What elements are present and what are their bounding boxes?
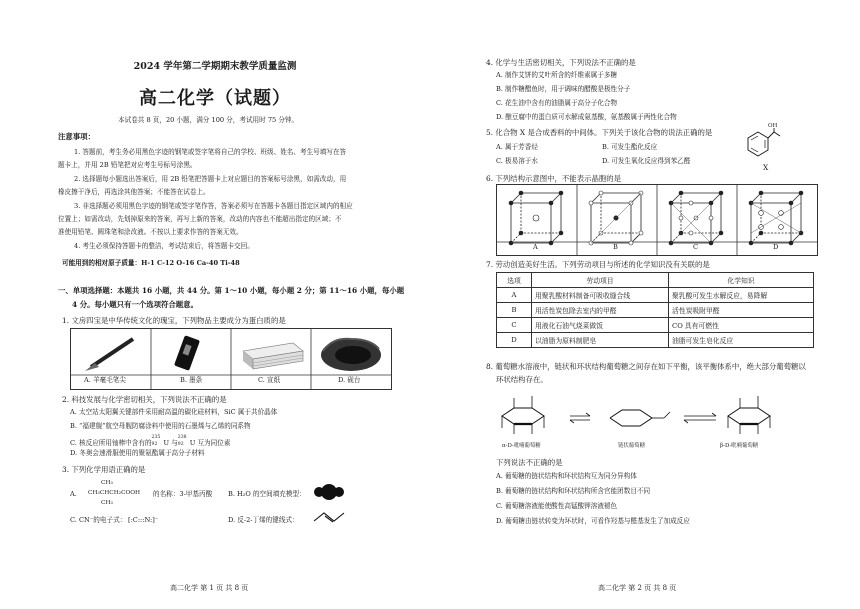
atom: [559, 191, 563, 195]
page1-footer: 高二化学 第 1 页 共 8 页: [170, 584, 249, 592]
crystal-cells: [497, 185, 817, 255]
table-cell: A: [497, 288, 532, 303]
atom: [719, 231, 723, 235]
arrow-head: [684, 420, 688, 423]
atom: [509, 241, 513, 245]
q3-option-a-label: A.: [70, 490, 77, 498]
atom: [639, 231, 643, 235]
exam-info: 本试卷共 8 页，20 小题，满分 100 分，考试用时 75 分钟。: [118, 116, 299, 124]
note-line: 3. 非选择题必须用黑色字迹的钢笔或签字笔作答，答案必须写在答题卡各题目指定区域内的相应: [74, 202, 353, 210]
table-cell: B: [497, 303, 532, 318]
beta-glucose-label: β-D-吡喃葡萄糖: [720, 443, 759, 449]
paper-stack-icon: [243, 343, 303, 369]
atom: [509, 201, 513, 205]
table-cell: 油脂可发生皂化反应: [669, 333, 814, 348]
atom: [789, 201, 793, 205]
table-row: [497, 288, 814, 303]
u235-isotope: [152, 436, 164, 445]
arrow-head: [570, 420, 574, 423]
q4-option-d: D. 酿豆腐中的蛋白质可水解成氨基酸，氨基酸属于两性化合物: [496, 113, 677, 121]
arrow-head: [712, 413, 716, 416]
table-cell: 用活性炭包除去室内的甲醛: [532, 303, 669, 318]
q6-label-d: D: [773, 243, 779, 251]
q6-label-b: B: [613, 243, 618, 251]
q6-label-a: A: [533, 243, 538, 251]
inkstone-icon: [321, 339, 381, 371]
q2-option-d: D. 冬奥会速滑服使用的聚氨酯属于高分子材料: [70, 449, 205, 457]
q4-option-a: A. 制作艾饼的艾叶所含的纤维素属于多糖: [496, 71, 618, 79]
table-cell: 以油脂为原料制肥皂: [532, 333, 669, 348]
q2-option-c-text: U 互为同位素: [189, 439, 231, 447]
table-cell: CO 具有可燃性: [669, 318, 814, 333]
q8-option-c: C. 葡萄糖溶液能使酸性高锰酸钾溶液褪色: [496, 502, 618, 510]
note-line: 位置上；如需改动，先划掉原来的答案，再写上新的答案，改动的内容也不能超出指定的区域；不: [58, 215, 342, 223]
q2-option-c: [70, 436, 230, 448]
atom: [759, 191, 763, 195]
q3-option-b: B. H₂O 的空间填充模型：: [228, 490, 306, 498]
notes-title: 注意事项：: [58, 132, 95, 141]
atom: [719, 191, 723, 195]
q3-formula-bottom: CH₃: [101, 500, 113, 506]
table-header-cell: 劳动项目: [532, 273, 669, 288]
q5-stem: 5. 化合物 X 是合成香料的中间体。下列关于该化合物的说法正确的是: [486, 128, 713, 137]
table-cell: D: [497, 333, 532, 348]
table-cell: 聚乳酸可发生水解反应，易降解: [669, 288, 814, 303]
q5-option-c: C. 极易溶于水: [496, 157, 538, 165]
table-cell: 用聚乳酸材料制备可吸收缝合线: [532, 288, 669, 303]
q4-option-b: B. 制作糖醋鱼时，用于调味的醋酸是极性分子: [496, 85, 631, 93]
atom: [559, 231, 563, 235]
atom: [589, 201, 593, 205]
compound-x-label: X: [763, 163, 769, 172]
q2-stem: 2. 科技发展与化学密切相关，下列说法不正确的是: [62, 395, 227, 404]
face-atom: [689, 201, 693, 205]
q2-option-b: B. “福建舰”航空母舰防腐涂料中使用的石墨烯与乙烯的同系物: [70, 422, 251, 430]
face-atom: [689, 231, 693, 235]
alpha-glucose-label: α-D-吡喃葡萄糖: [502, 443, 541, 449]
q3-option-c-formula: [:C:::N:]⁻: [128, 516, 159, 524]
q8-stem-cont: 环状结构存在。: [496, 375, 548, 384]
ink-stick-icon: [174, 335, 200, 371]
atom: [759, 231, 763, 235]
hydroxyl-label: OH: [768, 123, 778, 129]
q1-option-c: C. 宣纸: [258, 376, 281, 384]
atomic-number: 92: [151, 442, 158, 447]
aldehyde-bond: [664, 412, 670, 418]
q7-stem: 7. 劳动创造美好生活。下列劳动项目与所述的化学知识没有关联的是: [486, 260, 710, 269]
atom: [519, 231, 523, 235]
table-row: [497, 318, 814, 333]
q8-option-a: A. 葡萄糖的链状结构和环状结构互为同分异构体: [496, 472, 637, 480]
face-atom: [679, 216, 683, 220]
inner-atom: [759, 211, 764, 216]
glucose-equilibrium-diagram: [492, 386, 812, 450]
exam-page-2: [430, 0, 860, 609]
q1-option-b: B. 墨条: [180, 376, 203, 384]
brush-icon: [85, 339, 133, 371]
atom: [799, 191, 803, 195]
table-row: [497, 333, 814, 348]
section-heading-cont: 4 分。每小题只有一个选项符合题意。: [72, 300, 198, 309]
q2-option-c-text: U 与: [163, 439, 178, 447]
q1-option-a: A. 羊毫毛笔尖: [84, 376, 126, 384]
note-line: 1. 答题前，考生务必用黑色字迹的钢笔或签字笔将自己的学校、班级、姓名、考生号填写在答: [74, 148, 347, 156]
q5-option-a: A. 属于芳香烃: [496, 143, 538, 151]
atom: [749, 241, 753, 245]
atom: [549, 241, 553, 245]
q3-option-d: D. 反-2-丁烯的键线式：: [228, 516, 299, 524]
mass-number: 235: [151, 435, 161, 440]
table-row: [497, 303, 814, 318]
q3-formula-main: CH₃CHCH₂COOH: [88, 490, 141, 496]
note-line: 题卡上，并用 2B 铅笔把对应考生号标号涂黑。: [58, 161, 197, 169]
atom: [629, 241, 633, 245]
inner-atom: [779, 211, 784, 216]
note-line: 2. 选择题每小题选出答案后，用 2B 铅笔把答题卡上对应题目的答案标号涂黑，如需改动，用: [74, 175, 347, 183]
table-header-row: [497, 273, 814, 288]
exam-title: 2024 学年第二学期期末教学质量监测: [133, 61, 297, 72]
inner-atom: [779, 225, 784, 230]
note-line: 橡皮擦干净后，再选涂其他答案；不能答在试卷上。: [58, 188, 210, 196]
q8-stem: 8. 葡萄糖水溶液中，链状和环状结构葡萄糖之间存在如下平衡，该平衡体系中，绝大部分葡萄糖以: [486, 362, 806, 371]
q6-label-c: C: [693, 243, 699, 251]
q1-stem: 1. 文房四宝是中华传统文化的瑰宝，下列物品主要成分为蛋白质的是: [62, 316, 286, 325]
atom: [519, 191, 523, 195]
diagonal: [591, 193, 641, 243]
pyranose-ring: [728, 408, 770, 424]
section-heading: 一、单项选择题：本题共 16 小题，共 44 分。第 1～10 小题，每小题 2 分；第 11～16 小题，每小题: [58, 286, 405, 295]
chain-skeleton: [610, 410, 652, 426]
atom: [599, 191, 603, 195]
subject-title: 高二化学（试题）: [139, 88, 291, 109]
table-cell: C: [497, 318, 532, 333]
mass-number: 238: [177, 435, 187, 440]
atomic-mass: 可能用到的相对原子质量：H-1 C-12 O-16 Ca-40 Ti-48: [62, 259, 240, 267]
atom: [549, 201, 553, 205]
face-atom: [709, 216, 713, 220]
chain-glucose-label: 链状葡萄糖: [618, 443, 645, 449]
atom: [789, 241, 793, 245]
q4-option-c: C. 花生油中含有的油脂属于高分子化合物: [496, 99, 618, 107]
q8-sub-stem: 下列说法不正确的是: [496, 458, 563, 467]
q7-table: [496, 272, 814, 348]
q8-option-d: D. 葡萄糖由链状转变为环状时，可看作羟基与醛基发生了加成反应: [496, 517, 690, 525]
table-header-cell: 化学知识: [669, 273, 814, 288]
q3-option-a-name: 的名称：3-甲基丙酸: [153, 490, 213, 498]
arrow-head: [586, 413, 590, 416]
table-cell: 用液化石油气烧菜做饭: [532, 318, 669, 333]
note-line: 4. 考生必须保持答题卡的整洁，考试结束后，将答题卡交回。: [74, 242, 254, 250]
atomic-number: 92: [177, 442, 184, 447]
page2-footer: 高二化学 第 2 页 共 8 页: [598, 584, 677, 592]
q2-option-a: A. 太空站太阳翼关键部件采用耐高温的碳化硅材料，SiC 属于共价晶体: [70, 408, 278, 416]
note-line: 准使用铅笔、圆珠笔和涂改液。不按以上要求作答的答案无效。: [58, 228, 243, 236]
q5-option-b: B. 可发生酯化反应: [602, 143, 658, 151]
q5-option-d: D. 可发生氧化反应得到苯乙醛: [602, 157, 691, 165]
atom: [679, 191, 683, 195]
q6-stem: 6. 下列结构示意图中，不能表示晶胞的是: [486, 174, 622, 183]
q3-formula-top: CH₃: [101, 480, 113, 486]
q1-option-d: D. 砚台: [338, 376, 361, 384]
u238-isotope: [178, 436, 190, 445]
q6-image-table: [496, 184, 818, 256]
q4-stem: 4. 化学与生活密切相关，下列说法不正确的是: [486, 58, 636, 67]
q3-stem: 3. 下列化学用语正确的是: [62, 465, 146, 474]
pyranose-ring: [502, 408, 544, 424]
trans-butene-skeletal-icon: [312, 510, 346, 524]
q3-option-c: C. CN⁻的电子式：: [70, 516, 127, 524]
table-cell: 活性炭吸附甲醛: [669, 303, 814, 318]
table-header-cell: 选项: [497, 273, 532, 288]
center-atom: [533, 215, 539, 221]
q2-option-c-text: C. 核反应所用铀棒中含有的: [70, 439, 152, 447]
water-model-icon: [312, 484, 346, 500]
q8-option-b: B. 葡萄糖的链状结构和环状结构所含官能团数目不同: [496, 487, 651, 495]
